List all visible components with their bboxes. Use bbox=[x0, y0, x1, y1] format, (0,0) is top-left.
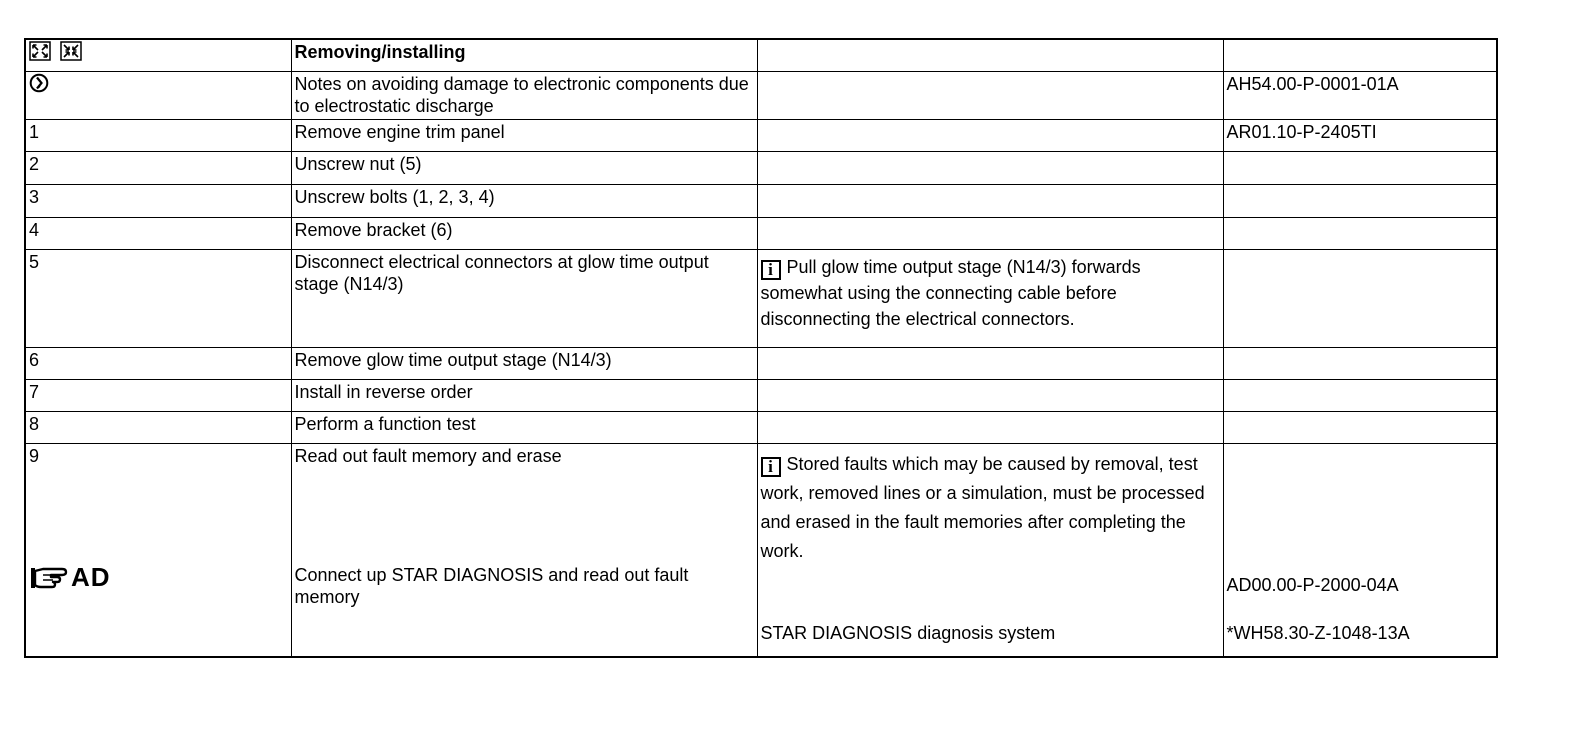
system-ref[interactable]: *WH58.30-Z-1048-13A bbox=[1226, 622, 1410, 643]
table-row bbox=[25, 379, 1497, 411]
info-icon: i bbox=[761, 260, 781, 280]
step-text: Unscrew bolts (1, 2, 3, 4) bbox=[291, 184, 757, 217]
step-text: Remove glow time output stage (N14/3) bbox=[291, 347, 757, 379]
step-note bbox=[757, 347, 1223, 379]
step-ref bbox=[1223, 379, 1497, 411]
system-text: STAR DIAGNOSIS diagnosis system bbox=[760, 622, 1056, 643]
step-number: 7 bbox=[25, 379, 291, 411]
step-text: Unscrew nut (5) bbox=[291, 151, 757, 184]
table-row bbox=[25, 119, 1497, 151]
step-note bbox=[757, 217, 1223, 249]
table-row bbox=[25, 151, 1497, 184]
step-number: 8 bbox=[25, 411, 291, 443]
star-diagnosis-mark bbox=[29, 561, 111, 592]
step-9-note-cell bbox=[757, 443, 1223, 657]
step-text: Disconnect electrical connectors at glow time output stage (N14/3) bbox=[291, 249, 757, 347]
step-ref bbox=[1223, 217, 1497, 249]
step-number: 3 bbox=[25, 184, 291, 217]
ad-label: AD bbox=[71, 561, 111, 592]
esd-note-ref[interactable]: AH54.00-P-0001-01A bbox=[1223, 71, 1497, 119]
esd-icon-cell bbox=[25, 71, 291, 119]
step-text: Perform a function test bbox=[291, 411, 757, 443]
empty-cell bbox=[757, 39, 1223, 71]
step-number: 4 bbox=[25, 217, 291, 249]
step-note-text: Pull glow time output stage (N14/3) forwards somewhat using the connecting cable before disconnecting the electrical connectors. bbox=[760, 256, 1141, 329]
expand-collapse-cell bbox=[25, 39, 291, 71]
step-note bbox=[757, 119, 1223, 151]
step-ref[interactable]: AR01.10-P-2405TI bbox=[1223, 119, 1497, 151]
step-note bbox=[757, 249, 1223, 347]
step-number: 6 bbox=[25, 347, 291, 379]
esd-warning-icon bbox=[29, 73, 49, 93]
section-title: Removing/installing bbox=[291, 39, 757, 71]
esd-note-text: Notes on avoiding damage to electronic components due to electrostatic discharge bbox=[291, 71, 757, 119]
step-9-text-cell bbox=[291, 443, 757, 657]
collapse-icon[interactable] bbox=[60, 42, 86, 62]
step-ref bbox=[1223, 411, 1497, 443]
step-ref bbox=[1223, 249, 1497, 347]
step-note bbox=[757, 151, 1223, 184]
step-number: 2 bbox=[25, 151, 291, 184]
step-text: Remove bracket (6) bbox=[291, 217, 757, 249]
table-row-step-9 bbox=[25, 443, 1497, 657]
table-header-row bbox=[25, 39, 1497, 71]
empty-cell bbox=[757, 71, 1223, 119]
connect-ref[interactable]: AD00.00-P-2000-04A bbox=[1226, 574, 1399, 595]
table-row bbox=[25, 249, 1497, 347]
step-ref bbox=[1223, 184, 1497, 217]
expand-icon[interactable] bbox=[29, 42, 60, 62]
table-row bbox=[25, 217, 1497, 249]
step-number: 1 bbox=[25, 119, 291, 151]
step-note bbox=[761, 445, 1220, 566]
table-row bbox=[25, 411, 1497, 443]
empty-cell bbox=[1223, 39, 1497, 71]
step-text: Read out fault memory and erase bbox=[294, 445, 562, 466]
step-text: Remove engine trim panel bbox=[291, 119, 757, 151]
step-9-number-cell bbox=[25, 443, 291, 657]
step-number: 9 bbox=[29, 445, 40, 466]
procedure-table bbox=[24, 38, 1498, 658]
step-ref bbox=[1223, 347, 1497, 379]
step-note bbox=[757, 379, 1223, 411]
step-text: Install in reverse order bbox=[291, 379, 757, 411]
table-row bbox=[25, 347, 1497, 379]
esd-note-row bbox=[25, 71, 1497, 119]
connect-star-diagnosis-text: Connect up STAR DIAGNOSIS and read out fault memory bbox=[294, 564, 689, 607]
step-number: 5 bbox=[25, 249, 291, 347]
info-icon: i bbox=[761, 457, 781, 477]
step-9-ref-cell bbox=[1223, 443, 1497, 657]
step-note bbox=[757, 184, 1223, 217]
step-note bbox=[757, 411, 1223, 443]
table-row bbox=[25, 184, 1497, 217]
step-note-text: Stored faults which may be caused by removal, test work, removed lines or a simulation, must be processed and erased in the fault memories after completing the work. bbox=[760, 453, 1205, 561]
step-ref bbox=[1223, 151, 1497, 184]
pointing-hand-icon bbox=[29, 564, 69, 590]
